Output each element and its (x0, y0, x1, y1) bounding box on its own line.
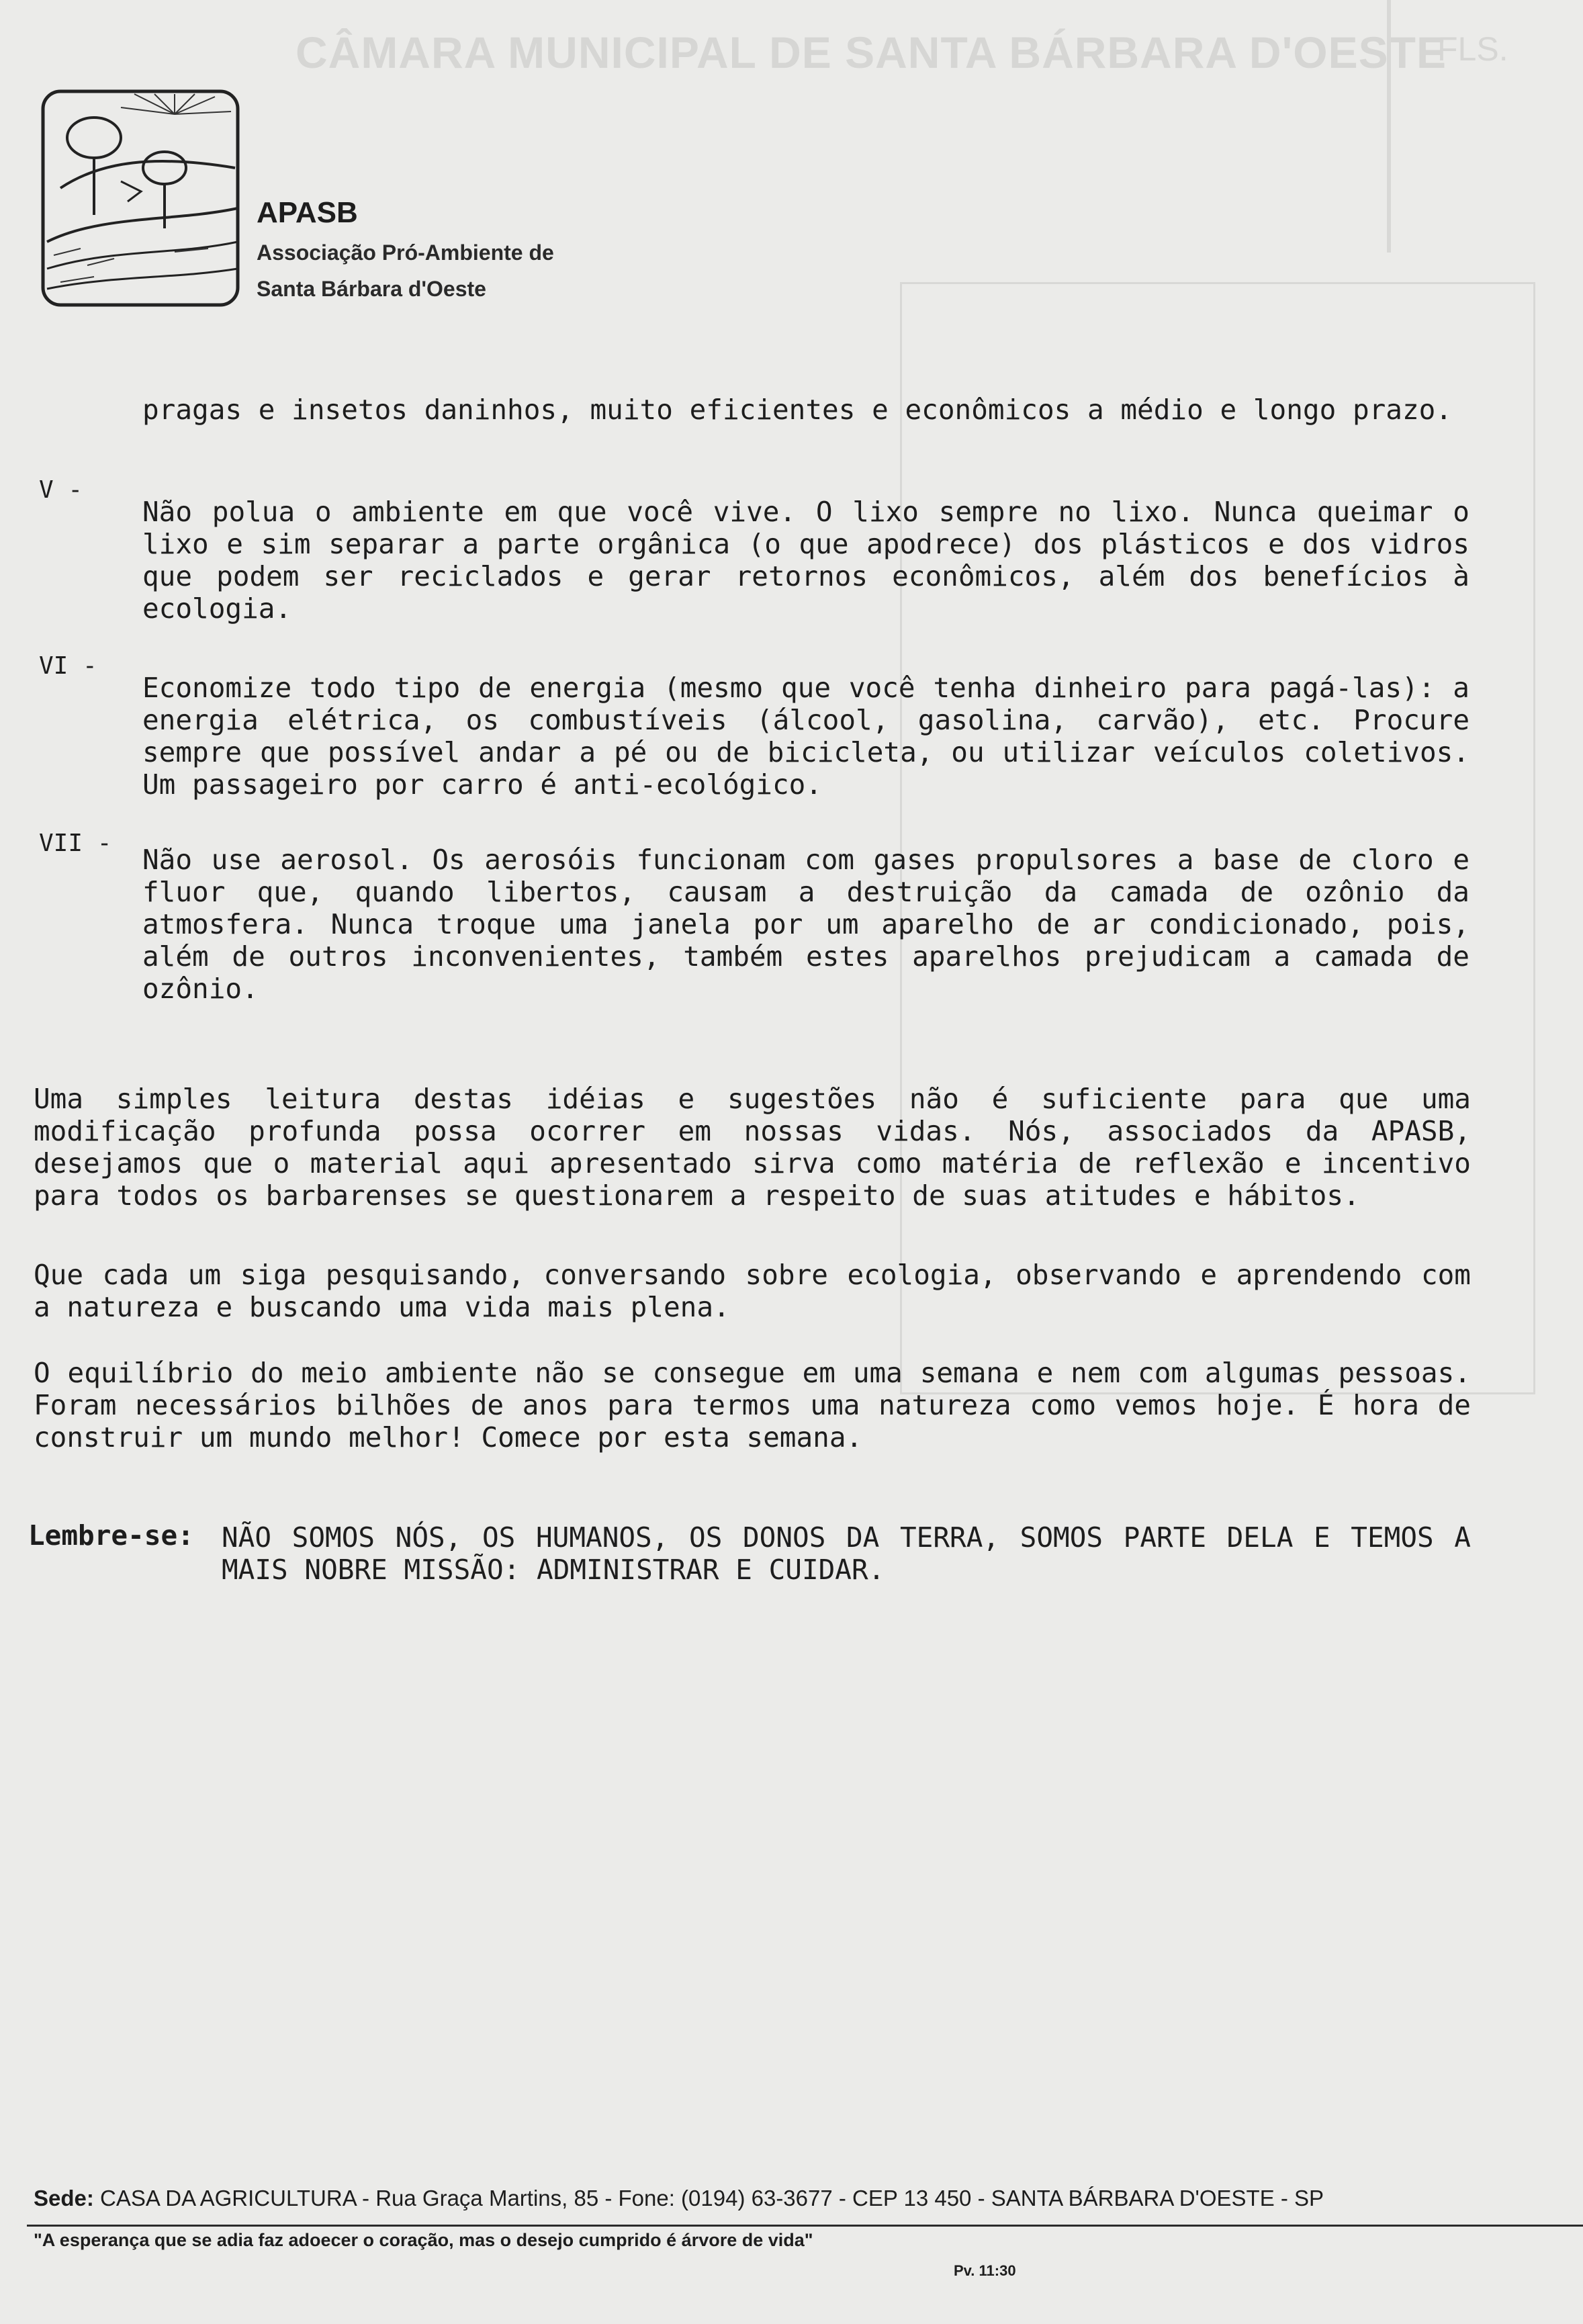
apasb-logo-icon (40, 87, 242, 309)
item-text: Economize todo tipo de energia (mesmo que você tenha dinheiro para pagá-las): a energia elétrica, os combustíveis (álcool, gasolina, carvão), etc. Procure sempre que possível andar a pé ou de bicicleta, ou utilizar veículos coletivos. Um passageiro por carro é anti-ecológico. (142, 672, 1469, 801)
remember-label: Lembre-se: (28, 1519, 194, 1552)
letterhead-line2: Santa Bárbara d'Oeste (257, 277, 486, 301)
paragraph-continue: Que cada um siga pesquisando, conversando sobre ecologia, observando e aprendendo com a natureza e buscando uma vida mais plena. (34, 1259, 1471, 1323)
remember-text: NÃO SOMOS NÓS, OS HUMANOS, OS DONOS DA TERRA, SOMOS PARTE DELA E TEMOS A MAIS NOBRE MISSÃO: ADMINISTRAR E CUIDAR. (222, 1521, 1471, 1586)
item-text: Não use aerosol. Os aerosóis funcionam com gases propulsores a base de cloro e fluor que, quando libertos, causam a destruição da camada de ozônio da atmosfera. Nunca troque uma janela por um aparelho de ar condicionado, pois, além de outros inconvenientes, também estes aparelhos prejudicam a camada de ozônio. (142, 844, 1469, 1005)
footer-divider (27, 2225, 1583, 2227)
ghost-page-label: FLS. (1437, 30, 1508, 68)
item-text: Não polua o ambiente em que você vive. O lixo sempre no lixo. Nunca queimar o lixo e sim separar a parte orgânica (o que apodrece) dos plásticos e dos vidros que podem ser reciclados e gerar retornos econômicos, além dos benefícios à ecologia. (142, 496, 1469, 625)
letterhead-name: APASB (257, 196, 358, 229)
footer-sede-label: Sede: (34, 2186, 94, 2210)
paragraph-equilibrium: O equilíbrio do meio ambiente não se consegue em uma semana e nem com algumas pessoas. Foram necessários bilhões de anos para termos uma natureza como vemos hoje. É hora de construir um mundo melhor! Comece por esta semana. (34, 1357, 1471, 1454)
footer-quote-reference: Pv. 11:30 (954, 2262, 1016, 2279)
footer-address: CASA DA AGRICULTURA - Rua Graça Martins, 85 - Fone: (0194) 63-3677 - CEP 13 450 - SANTA BÁRBARA D'OESTE - SP (100, 2186, 1324, 2210)
item-number: V - (39, 476, 83, 504)
paragraph-reflection: Uma simples leitura destas idéias e sugestões não é suficiente para que uma modificação profunda possa ocorrer em nossas vidas. Nós, associados da APASB, desejamos que o material aqui apresentado sirva como matéria de reflexão e incentivo para todos os barbarenses se questionarem a respeito de suas atitudes e hábitos. (34, 1083, 1471, 1212)
letterhead-line1: Associação Pró-Ambiente de (257, 240, 554, 265)
item-number: VII - (39, 830, 112, 857)
footer-quote: "A esperança que se adia faz adoecer o coração, mas o desejo cumprido é árvore de vida" (34, 2230, 813, 2250)
ghost-frame-top (1387, 0, 1391, 253)
ghost-frame-box (900, 282, 1535, 1394)
item-number: VI - (39, 652, 97, 680)
paragraph-continuation: pragas e insetos daninhos, muito eficientes e econômicos a médio e longo prazo. (142, 394, 1453, 426)
footer-address-line (34, 2186, 1324, 2211)
ghost-header-text: CÂMARA MUNICIPAL DE SANTA BÁRBARA D'OESTE (296, 28, 1447, 77)
